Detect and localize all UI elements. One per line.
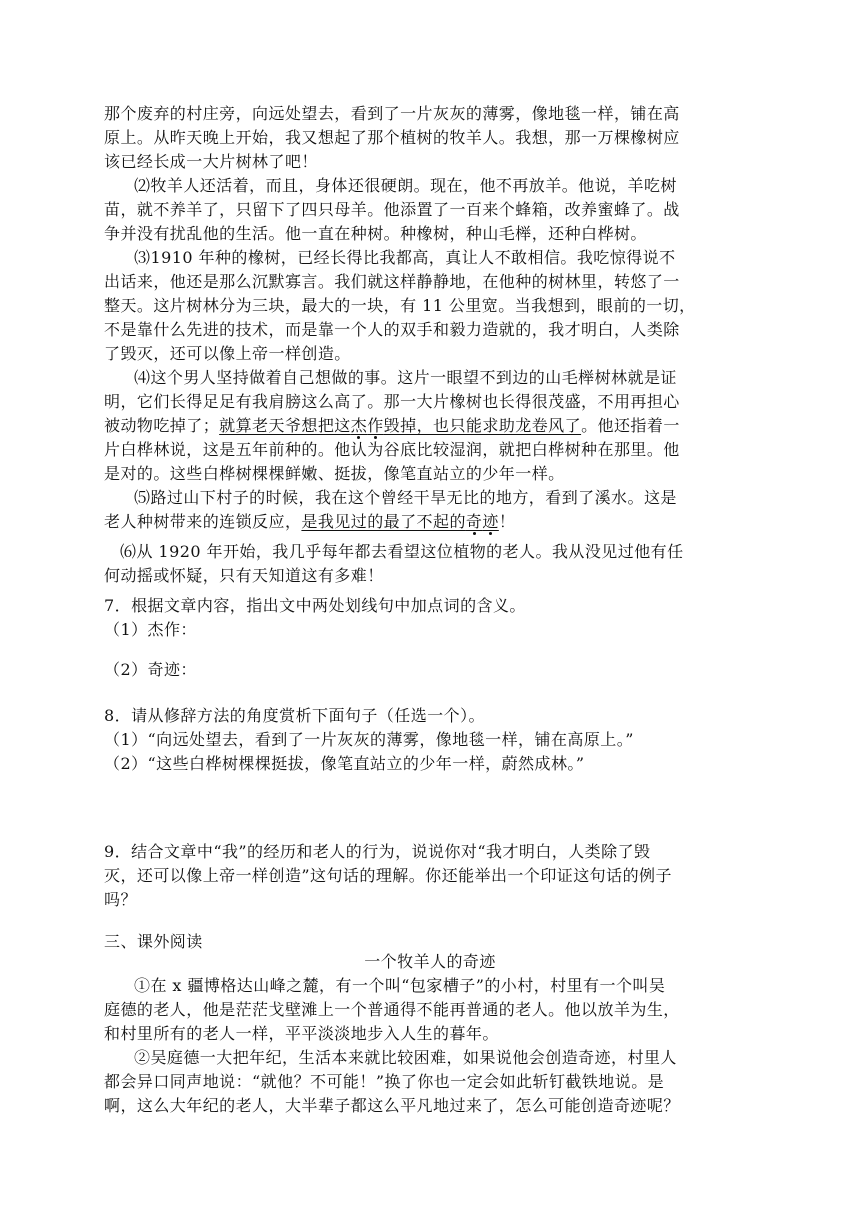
dotted-word-char: 杰 xyxy=(350,416,368,435)
paragraph-3-line: ⑶1910 年种的橡树，已经长得比我都高，真让人不敢相信。我吃惊得说不 xyxy=(134,248,676,267)
article-paragraph-1-line: ①在 x 疆博格达山峰之麓，有一个叫“包家槽子”的小村，村里有一个叫吴 xyxy=(134,976,666,995)
paragraph-5-line: ⑸路过山下村子的时候，我在这个曾经干旱无比的地方，看到了溪水。这是 xyxy=(134,488,677,507)
paragraph-3-line: 了毁灭，还可以像上帝一样创造。 xyxy=(104,344,351,363)
paragraph-5-line xyxy=(104,510,515,534)
article-paragraph-2-line: ②吴庭德一大把年纪，生活本来就比较困难，如果说他会创造奇迹，村里人 xyxy=(134,1048,677,1067)
passage-line: 原上。从昨天晚上开始，我又想起了那个植树的牧羊人。我想，那一万棵橡树应 xyxy=(104,128,680,147)
question-7: 7．根据文章内容，指出文中两处划线句中加点词的含义。 xyxy=(104,596,526,615)
paragraph-4-line: 明，它们长得足足有我肩膀这么高了。那一大片橡树也长得很茂盛，不用再担心 xyxy=(104,392,680,411)
passage-line: 那个废弃的村庄旁，向远处望去，看到了一片灰灰的薄雾，像地毯一样，铺在高 xyxy=(104,104,680,123)
dotted-word-char: 迹 xyxy=(482,512,499,531)
article-paragraph-1-line: 和村里所有的老人一样，平平淡淡地步入人生的暮年。 xyxy=(104,1024,499,1043)
question-9-line: 吗？ xyxy=(104,890,137,909)
question-7-item-1: （1）杰作： xyxy=(104,620,197,639)
underlined-text: 就算老天爷想把这 xyxy=(219,416,351,435)
question-8-item-1: （1）“向远处望去，看到了一片灰灰的薄雾，像地毯一样，铺在高原上。” xyxy=(104,730,634,749)
section-heading: 三、课外阅读 xyxy=(104,932,203,951)
passage-line: 该已经长成一大片树林了吧！ xyxy=(104,152,318,171)
paragraph-6-line: 何动摇或怀疑，只有天知道这有多难！ xyxy=(104,566,384,585)
plain-text: ！ xyxy=(498,512,516,531)
plain-text: 被动物吃掉了； xyxy=(104,416,220,435)
plain-text: 老人种树带来的连锁反应， xyxy=(104,512,302,531)
paragraph-2-line: ⑵牧羊人还活着，而且，身体还很硬朗。现在，他不再放羊。他说，羊吃树 xyxy=(134,176,677,195)
article-paragraph-2-line: 都会异口同声地说：“就他？不可能！”换了你也一定会如此斩钉截铁地说。是 xyxy=(104,1072,665,1091)
paragraph-4-line: 是对的。这些白桦树棵棵鲜嫩、挺拔，像笔直站立的少年一样。 xyxy=(104,464,565,483)
dotted-word-char: 作 xyxy=(367,416,384,435)
underlined-sentence xyxy=(219,416,581,435)
paragraph-3-line: 整天。这片树林分为三块，最大的一块，有 11 公里宽。当我想到，眼前的一切， xyxy=(104,296,696,315)
paragraph-4-line xyxy=(104,414,680,438)
article-paragraph-1-line: 庭德的老人，他是茫茫戈壁滩上一个普通得不能再普通的老人。他以放羊为生， xyxy=(104,1000,680,1019)
paragraph-2-line: 争并没有扰乱他的生活。他一直在种树。种橡树，种山毛榉，还种白桦树。 xyxy=(104,224,647,243)
question-7-item-2: （2）奇迹： xyxy=(104,660,197,679)
article-title: 一个牧羊人的奇迹 xyxy=(364,952,496,971)
question-8: 8．请从修辞方法的角度赏析下面句子（任选一个）。 xyxy=(104,706,485,725)
question-9-line: 9．结合文章中“我”的经历和老人的行为，说说你对“我才明白，人类除了毁 xyxy=(104,842,651,861)
article-paragraph-2-line: 啊，这么大年纪的老人，大半辈子都这么平凡地过来了，怎么可能创造奇迹呢？ xyxy=(104,1096,680,1115)
dotted-word-char: 奇 xyxy=(465,512,483,531)
question-8-item-2: （2）“这些白桦树棵棵挺拔，像笔直站立的少年一样，蔚然成林。” xyxy=(104,754,585,773)
underlined-text: 是我见过的最了不起的 xyxy=(301,512,466,531)
question-9-line: 灭，还可以像上帝一样创造”这句话的理解。你还能举出一个印证这句话的例子 xyxy=(104,866,672,885)
paragraph-6-line: ⑹从 1920 年开始，我几乎每年都去看望这位植物的老人。我从没见过他有任 xyxy=(120,542,684,561)
underlined-sentence xyxy=(301,512,498,531)
paragraph-2-line: 苗，就不养羊了，只留下了四只母羊。他添置了一百来个蜂箱，改养蜜蜂了。战 xyxy=(104,200,680,219)
underlined-text: 毁掉，也只能求助龙卷风了 xyxy=(383,416,582,435)
paragraph-4-line: ⑷这个男人坚持做着自己想做的事。这片一眼望不到边的山毛榉树林就是证 xyxy=(134,368,677,387)
paragraph-4-line: 片白桦林说，这是五年前种的。他认为谷底比较湿润，就把白桦树种在那里。他 xyxy=(104,440,680,459)
paragraph-3-line: 出话来，他还是那么沉默寡言。我们就这样静静地，在他种的树林里，转悠了一 xyxy=(104,272,680,291)
paragraph-3-line: 不是靠什么先进的技术，而是靠一个人的双手和毅力造就的，我才明白，人类除 xyxy=(104,320,680,339)
plain-text: 。他还指着一 xyxy=(581,416,680,435)
